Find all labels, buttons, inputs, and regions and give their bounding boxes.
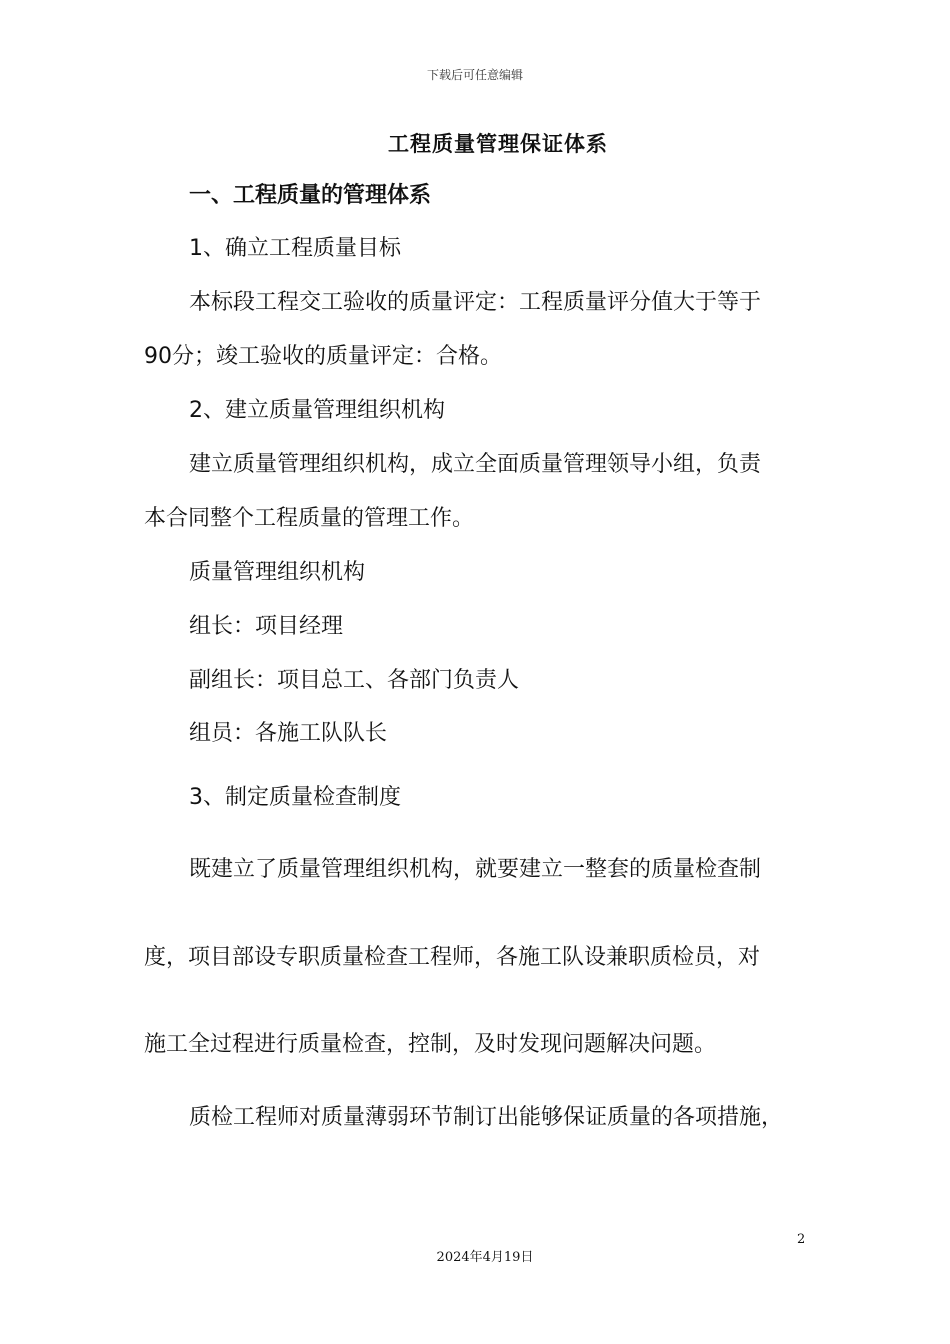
header-note: 下载后可任意编辑	[426, 68, 523, 82]
paragraph-line: 质检工程师对质量薄弱环节制订出能够保证质量的各项措施，	[189, 1105, 784, 1130]
paragraph-line: 本合同整个工程质量的管理工作。	[144, 506, 475, 531]
paragraph-line: 建立质量管理组织机构，成立全面质量管理领导小组，负责	[189, 452, 762, 477]
paragraph-line: 既建立了质量管理组织机构，就要建立一整套的质量检查制	[189, 857, 762, 882]
org-structure-title: 质量管理组织机构	[189, 560, 366, 585]
org-deputy-leader: 副组长：项目总工、各部门负责人	[189, 668, 520, 693]
org-leader: 组长：项目经理	[189, 614, 344, 639]
paragraph-line: 度，项目部设专职质量检查工程师，各施工队设兼职质检员，对	[144, 945, 761, 970]
subsection-heading-2: 2、建立质量管理组织机构	[189, 398, 445, 423]
paragraph-line: 本标段工程交工验收的质量评定：工程质量评分值大于等于	[189, 290, 762, 315]
org-members: 组员：各施工队队长	[189, 721, 388, 746]
document-title: 工程质量管理保证体系	[388, 132, 608, 156]
footer-date: 2024年4月19日	[436, 1250, 534, 1265]
paragraph-line: 施工全过程进行质量检查，控制，及时发现问题解决问题。	[144, 1032, 717, 1057]
subsection-heading-3: 3、制定质量检查制度	[189, 785, 401, 810]
paragraph-line: 90分；竣工验收的质量评定：合格。	[144, 344, 502, 369]
page-number: 2	[797, 1232, 806, 1247]
section-heading: 一、工程质量的管理体系	[189, 183, 432, 208]
subsection-heading-1: 1、确立工程质量目标	[189, 236, 401, 261]
